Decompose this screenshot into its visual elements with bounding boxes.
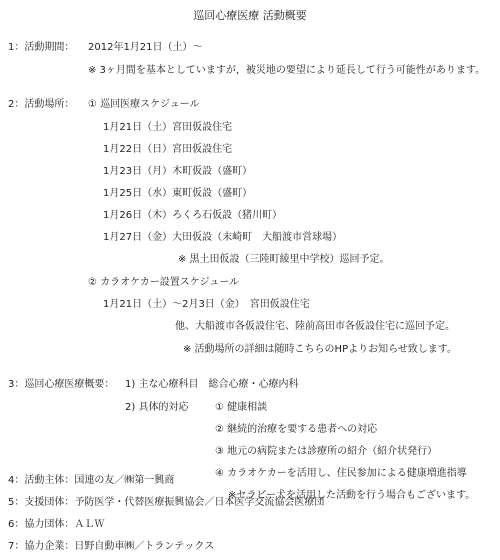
overview-item-1: 1) 主な心療科目 総合心療・心療内科 (125, 379, 299, 390)
response-item: ③ 地元の病院または診療所の紹介（紹介状発行） (215, 446, 438, 457)
clinic-schedule-item: 1月21日（土）宮田仮設住宅 (103, 122, 233, 133)
karaoke-schedule-item: 1月21日（土）～2月3日（金） 宮田仮設住宅 (103, 299, 310, 310)
overview-item-2: 2) 具体的対応 (125, 402, 189, 413)
response-item: ② 継続的治療を要する患者への対応 (215, 424, 378, 435)
period-label: 1：活動期間： (8, 42, 75, 53)
organization-item: 7：協力企業：日野自動車㈱／トランテックス (8, 541, 215, 552)
overview-label: 3：巡回心療医療概要： (8, 379, 115, 390)
response-item: ① 健康相談 (215, 402, 268, 413)
clinic-schedule-note: ※ 黒土田仮設（三陸町綾里中学校）巡回予定。 (178, 254, 390, 265)
places-label: 2：活動場所： (8, 99, 75, 110)
period-note: ※ 3ヶ月間を基本としていますが，被災地の要望により延長して行う可能性があります。 (88, 65, 486, 76)
overview-note: ※セラピー犬を活用した活動を行う場合もございます。 (228, 490, 476, 501)
page-title: 巡回心療医療 活動概要 (193, 9, 307, 22)
karaoke-schedule-heading: ② カラオケカー設置スケジュール (88, 277, 240, 288)
response-item: ④ カラオケカーを活用し、住民参加による健康増進指導 (215, 468, 467, 479)
organization-item: 6：協力団体：ＡＬＷ (8, 519, 105, 530)
clinic-schedule-heading: ① 巡回医療スケジュール (88, 99, 200, 110)
clinic-schedule-item: 1月25日（水）東町仮設（盛町） (103, 188, 253, 199)
period-value: 2012年1月21日（土）～ (88, 42, 203, 53)
clinic-schedule-item: 1月23日（月）木町仮設（盛町） (103, 166, 253, 177)
organization-item: 4：活動主体：国連の友／㈱第一興商 (8, 475, 175, 486)
clinic-schedule-item: 1月26日（木）ろくろ石仮設（猪川町） (103, 210, 283, 221)
clinic-schedule-item: 1月27日（金）大田仮設（末崎町 大船渡市営球場） (103, 232, 343, 243)
clinic-schedule-item: 1月22日（日）宮田仮設住宅 (103, 144, 233, 155)
karaoke-schedule-extra: 他、大船渡市各仮設住宅、陸前高田市各仮設住宅に巡回予定。 (175, 321, 455, 332)
places-note: ※ 活動場所の詳細は随時こちらのHPよりお知らせ致します。 (183, 344, 458, 355)
organization-item: 5：支援団体：予防医学・代替医療振興協会／日本医学交流協会医療団 (8, 497, 325, 508)
